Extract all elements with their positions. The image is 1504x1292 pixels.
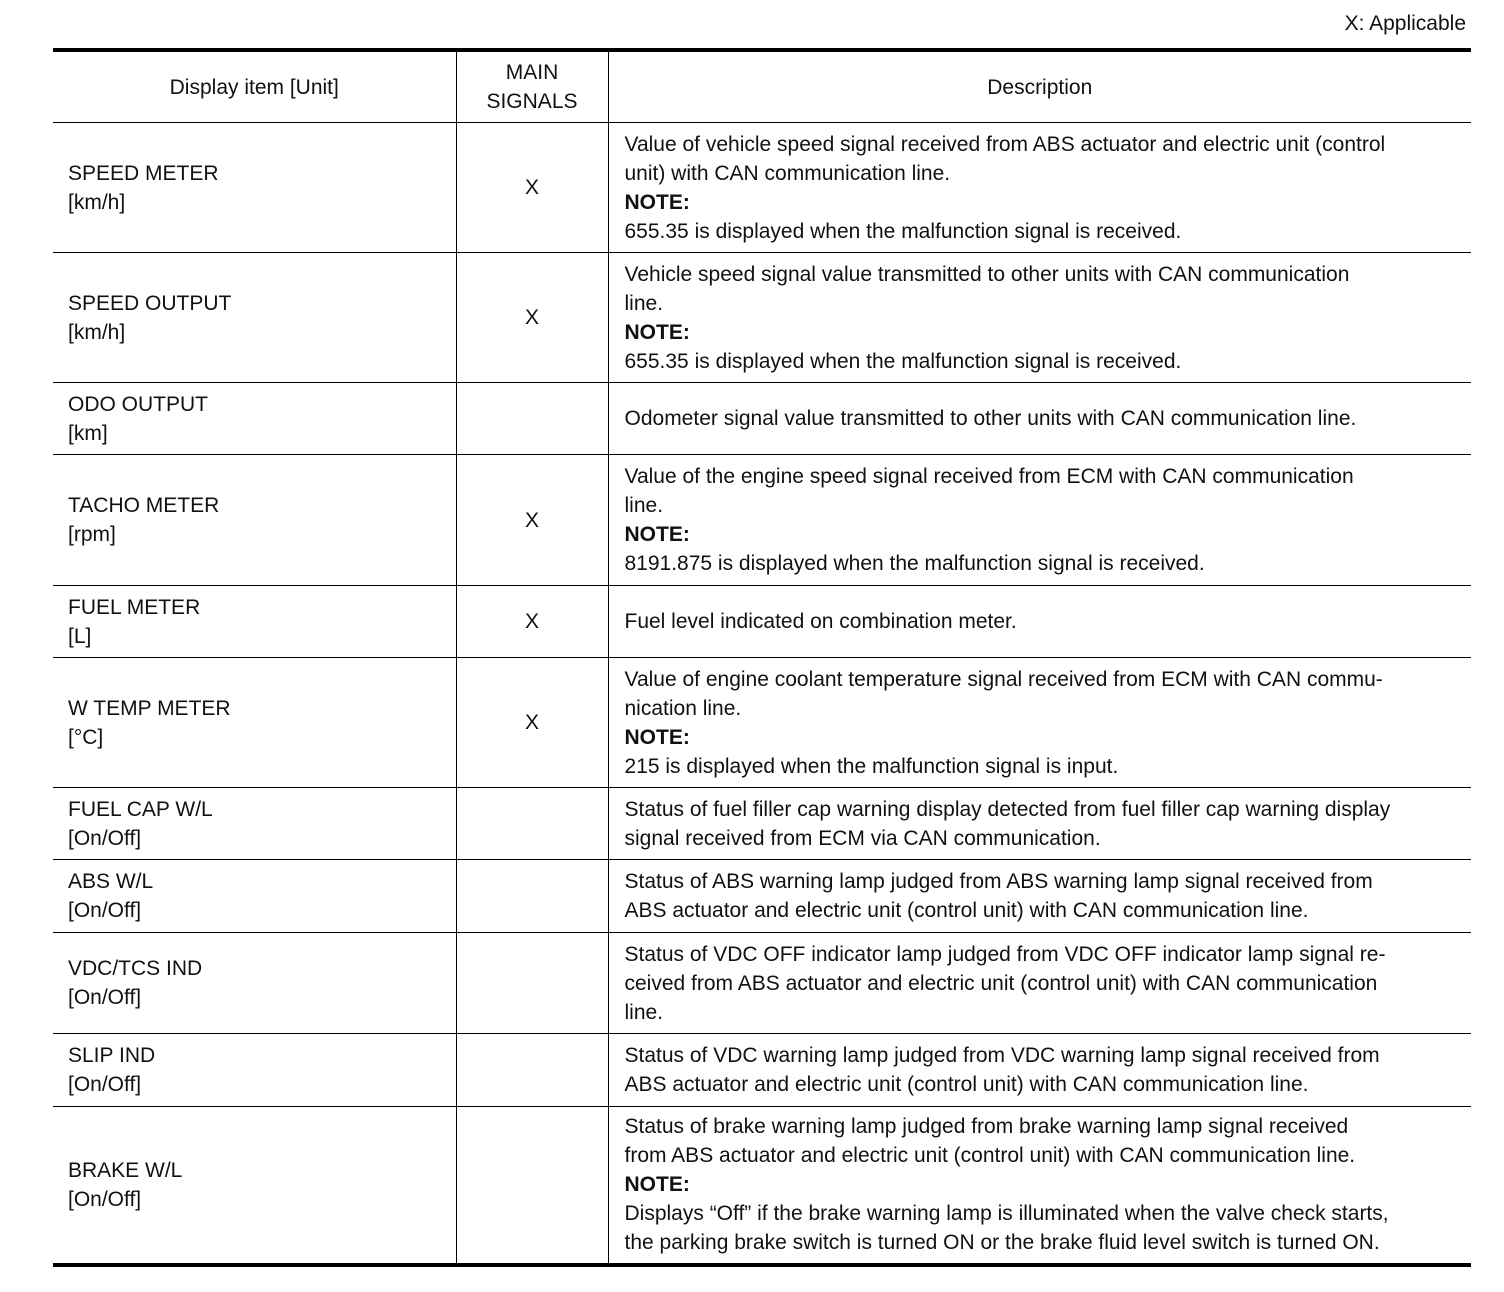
table-header-row bbox=[53, 50, 1471, 123]
cell-description bbox=[608, 860, 1471, 933]
description-line: Fuel level indicated on combination meter. bbox=[624, 610, 1017, 633]
note-line: 8191.875 is displayed when the malfunction signal is received. bbox=[624, 552, 1205, 575]
item-unit: [rpm] bbox=[68, 523, 116, 546]
description-line: nication line. bbox=[624, 696, 742, 720]
description-line: Status of VDC warning lamp judged from VDC warning lamp signal received from bbox=[624, 1044, 1380, 1067]
cell-description bbox=[608, 455, 1471, 586]
item-name: TACHO METER bbox=[68, 494, 220, 517]
item-unit: [km/h] bbox=[68, 190, 126, 214]
header-main-signals bbox=[456, 50, 608, 123]
cell-main-signal: X bbox=[456, 253, 608, 383]
item-name: SPEED METER bbox=[68, 161, 219, 185]
header-description: Description bbox=[608, 50, 1471, 123]
item-name: W TEMP METER bbox=[68, 696, 231, 720]
cell-display-item bbox=[53, 123, 456, 253]
item-name: FUEL CAP W/L bbox=[68, 797, 213, 821]
description-line: Vehicle speed signal value transmitted to other units with CAN communication bbox=[624, 262, 1350, 286]
item-name: SPEED OUTPUT bbox=[68, 291, 232, 315]
cell-description bbox=[608, 658, 1471, 788]
description-line: Status of ABS warning lamp judged from ABS warning lamp signal received from bbox=[624, 870, 1373, 893]
header-main-signals-line1: MAIN bbox=[505, 61, 559, 84]
item-unit: [On/Off] bbox=[68, 1073, 142, 1096]
note-label: NOTE: bbox=[624, 190, 690, 214]
description-line: Status of fuel filler cap warning display detected from fuel filler cap warning display bbox=[624, 797, 1391, 821]
table-row bbox=[53, 586, 1471, 658]
cell-main-signal: X bbox=[456, 586, 608, 658]
legend-text: X: Applicable bbox=[1344, 12, 1466, 35]
note-label: NOTE: bbox=[624, 725, 690, 749]
header-main-signals-line2: SIGNALS bbox=[486, 90, 578, 113]
item-name: FUEL METER bbox=[68, 595, 201, 619]
cell-description bbox=[608, 1034, 1471, 1107]
description-line: ABS actuator and electric unit (control unit) with CAN communication line. bbox=[624, 899, 1309, 922]
item-name: SLIP IND bbox=[68, 1044, 156, 1067]
description-line: line. bbox=[624, 494, 664, 517]
cell-display-item bbox=[53, 253, 456, 383]
description-line: line. bbox=[624, 291, 664, 315]
item-unit: [On/Off] bbox=[68, 1187, 142, 1211]
description-line: line. bbox=[624, 1000, 664, 1024]
cell-main-signal bbox=[456, 933, 608, 1034]
description-line: ABS actuator and electric unit (control unit) with CAN communication line. bbox=[624, 1073, 1309, 1096]
header-display-item: Display item [Unit] bbox=[53, 50, 456, 123]
item-unit: [On/Off] bbox=[68, 899, 142, 922]
cell-description bbox=[608, 586, 1471, 658]
item-unit: [km/h] bbox=[68, 320, 126, 344]
cell-main-signal: X bbox=[456, 123, 608, 253]
description-line: from ABS actuator and electric unit (control unit) with CAN communication line. bbox=[624, 1144, 1356, 1168]
description-line: Status of VDC OFF indicator lamp judged from VDC OFF indicator lamp signal re- bbox=[624, 942, 1386, 966]
cell-main-signal bbox=[456, 788, 608, 860]
table-row bbox=[53, 383, 1471, 455]
cell-display-item bbox=[53, 788, 456, 860]
note-line: 655.35 is displayed when the malfunction signal is received. bbox=[624, 349, 1182, 373]
item-name: BRAKE W/L bbox=[68, 1158, 183, 1182]
cell-description bbox=[608, 933, 1471, 1034]
cell-display-item bbox=[53, 586, 456, 658]
table-row bbox=[53, 253, 1471, 383]
item-name: ABS W/L bbox=[68, 870, 154, 893]
table-row bbox=[53, 788, 1471, 860]
table-row bbox=[53, 860, 1471, 933]
note-label: NOTE: bbox=[624, 1173, 690, 1197]
description-line: Odometer signal value transmitted to other units with CAN communication line. bbox=[624, 407, 1357, 430]
cell-display-item bbox=[53, 455, 456, 586]
cell-display-item bbox=[53, 383, 456, 455]
description-line: Status of brake warning lamp judged from brake warning lamp signal received bbox=[624, 1115, 1349, 1139]
note-line: 215 is displayed when the malfunction signal is input. bbox=[624, 754, 1119, 778]
note-label: NOTE: bbox=[624, 320, 690, 344]
description-line: unit) with CAN communication line. bbox=[624, 161, 951, 185]
cell-main-signal bbox=[456, 383, 608, 455]
item-name: ODO OUTPUT bbox=[68, 392, 208, 416]
cell-description bbox=[608, 383, 1471, 455]
cell-display-item bbox=[53, 658, 456, 788]
table-row bbox=[53, 455, 1471, 586]
item-unit: [L] bbox=[68, 624, 92, 648]
item-unit: [°C] bbox=[68, 725, 104, 749]
table-row bbox=[53, 933, 1471, 1034]
cell-display-item bbox=[53, 860, 456, 933]
cell-display-item bbox=[53, 933, 456, 1034]
note-label: NOTE: bbox=[624, 523, 690, 546]
display-items-table bbox=[53, 48, 1471, 1267]
table-row bbox=[53, 1107, 1471, 1265]
description-line: ceived from ABS actuator and electric unit (control unit) with CAN communication bbox=[624, 971, 1378, 995]
note-line: 655.35 is displayed when the malfunction signal is received. bbox=[624, 219, 1182, 243]
cell-description bbox=[608, 253, 1471, 383]
description-line: Value of the engine speed signal received from ECM with CAN communication bbox=[624, 465, 1354, 488]
description-line: Value of engine coolant temperature signal received from ECM with CAN commu- bbox=[624, 667, 1383, 691]
item-unit: [On/Off] bbox=[68, 986, 142, 1009]
item-name: VDC/TCS IND bbox=[68, 957, 203, 980]
cell-description bbox=[608, 788, 1471, 860]
table-row bbox=[53, 123, 1471, 253]
cell-display-item bbox=[53, 1034, 456, 1107]
table-row bbox=[53, 1034, 1471, 1107]
cell-main-signal bbox=[456, 860, 608, 933]
note-line: Displays “Off” if the brake warning lamp is illuminated when the valve check starts, bbox=[624, 1202, 1389, 1226]
cell-description bbox=[608, 1107, 1471, 1265]
cell-main-signal bbox=[456, 1034, 608, 1107]
item-unit: [On/Off] bbox=[68, 826, 142, 850]
cell-main-signal: X bbox=[456, 658, 608, 788]
cell-description bbox=[608, 123, 1471, 253]
item-unit: [km] bbox=[68, 421, 108, 445]
description-line: signal received from ECM via CAN communication. bbox=[624, 826, 1101, 850]
cell-display-item bbox=[53, 1107, 456, 1265]
description-line: Value of vehicle speed signal received from ABS actuator and electric unit (control bbox=[624, 132, 1386, 156]
table-row bbox=[53, 658, 1471, 788]
cell-main-signal bbox=[456, 1107, 608, 1265]
note-line: the parking brake switch is turned ON or the brake fluid level switch is turned ON. bbox=[624, 1231, 1380, 1255]
cell-main-signal: X bbox=[456, 455, 608, 586]
